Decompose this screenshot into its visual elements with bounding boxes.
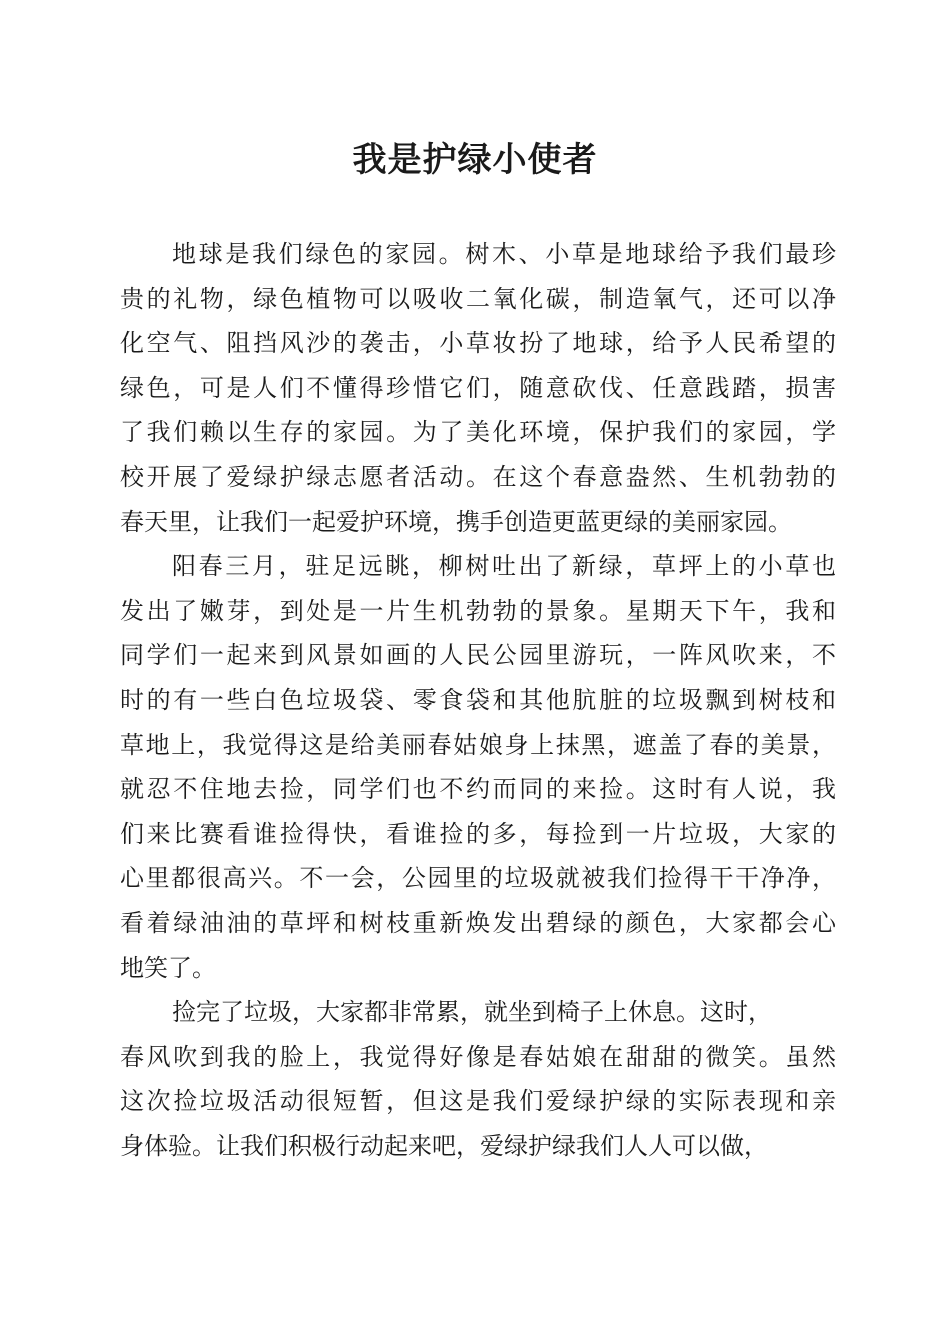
- paragraph-3-line-2: 春风吹到我的脸上，我觉得好像是春姑娘在甜甜的微笑。虽然: [120, 1042, 836, 1071]
- paragraph-2-line-7: 们来比赛看谁捡得快，看谁捡的多，每捡到一片垃圾，大家的: [120, 819, 836, 848]
- paragraph-1-line-7: 春天里，让我们一起爱护环境，携手创造更蓝更绿的美丽家园。: [120, 507, 792, 536]
- paragraph-3-line-3: 这次捡垃圾活动很短暂，但这是我们爱绿护绿的实际表现和亲: [120, 1087, 836, 1116]
- paragraph-3-line-4: 身体验。让我们积极行动起来吧，爱绿护绿我们人人可以做，: [120, 1131, 768, 1160]
- paragraph-2-line-9: 看着绿油油的草坪和树枝重新焕发出碧绿的颜色，大家都会心: [120, 908, 836, 937]
- paragraph-1-line-2: 贵的礼物，绿色植物可以吸收二氧化碳，制造氧气，还可以净: [120, 284, 836, 313]
- paragraph-2-line-2: 发出了嫩芽，到处是一片生机勃勃的景象。星期天下午，我和: [120, 596, 836, 625]
- paragraph-2-line-3: 同学们一起来到风景如画的人民公园里游玩，一阵风吹来，不: [120, 641, 836, 670]
- paragraph-2-line-10: 地笑了。: [120, 953, 216, 982]
- paragraph-2-line-4: 时的有一些白色垃圾袋、零食袋和其他肮脏的垃圾飘到树枝和: [120, 685, 836, 714]
- paragraph-2-line-5: 草地上，我觉得这是给美丽春姑娘身上抹黑，遮盖了春的美景，: [120, 730, 836, 759]
- paragraph-1-line-1: 地球是我们绿色的家园。树木、小草是地球给予我们最珍: [172, 240, 836, 268]
- paragraph-3-line-1: 捡完了垃圾，大家都非常累，就坐到椅子上休息。这时，: [172, 998, 772, 1027]
- paragraph-1-line-3: 化空气、阻挡风沙的袭击，小草妆扮了地球，给予人民希望的: [120, 329, 836, 358]
- paragraph-2-line-6: 就忍不住地去捡，同学们也不约而同的来捡。这时有人说，我: [120, 775, 836, 804]
- paragraph-2-line-1: 阳春三月，驻足远眺，柳树吐出了新绿，草坪上的小草也: [172, 552, 836, 581]
- paragraph-1-line-6: 校开展了爱绿护绿志愿者活动。在这个春意盎然、生机勃勃的: [120, 462, 836, 491]
- document-body: [120, 232, 836, 1168]
- document-title: 我是护绿小使者: [352, 140, 598, 180]
- paragraph-1-line-4: 绿色，可是人们不懂得珍惜它们，随意砍伐、任意践踏，损害: [120, 373, 836, 402]
- paragraph-2-line-8: 心里都很高兴。不一会，公园里的垃圾就被我们捡得干干净净，: [120, 864, 836, 893]
- paragraph-1-line-5: 了我们赖以生存的家园。为了美化环境，保护我们的家园，学: [120, 418, 836, 447]
